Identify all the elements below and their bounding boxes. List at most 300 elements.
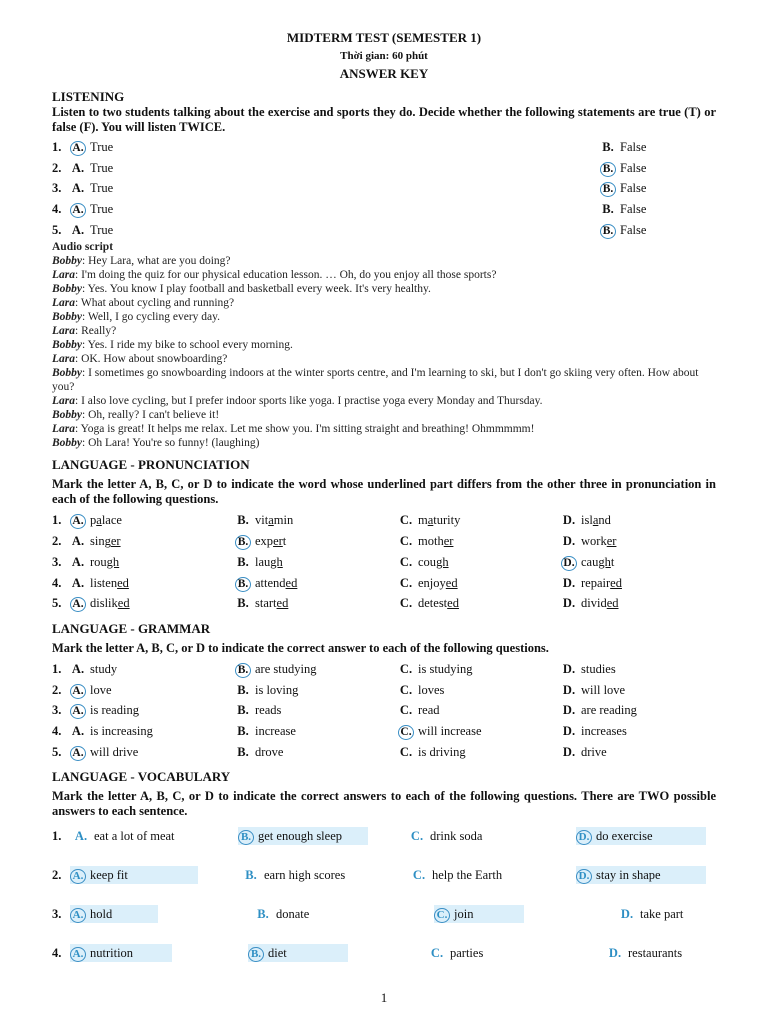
answer-option xyxy=(235,700,281,720)
option-text: True xyxy=(90,202,114,217)
script-text: : Well, I go cycling every day. xyxy=(82,311,221,324)
script-text: : Really? xyxy=(75,325,117,338)
answer-option xyxy=(254,905,309,923)
answer-option xyxy=(235,573,297,593)
answer-option xyxy=(561,659,616,679)
correct-answer-circle: A. xyxy=(70,203,86,218)
answer-option xyxy=(70,721,153,741)
option-text: will drive xyxy=(90,744,139,759)
option-letter: B. xyxy=(237,596,249,611)
speaker-name: Lara xyxy=(52,353,75,366)
option-text: parties xyxy=(450,946,484,961)
answer-option xyxy=(235,593,288,613)
answer-option xyxy=(600,158,646,178)
listening-row xyxy=(52,158,716,179)
script-text: : I also love cycling, but I prefer indoor sports like yoga. I practise yoga every Monday and Thursday. xyxy=(75,395,543,408)
option-word: laugh xyxy=(255,554,283,569)
option-text: studies xyxy=(581,661,616,676)
answer-option xyxy=(70,531,121,551)
speaker-name: Bobby xyxy=(52,437,83,450)
option-letter: C. xyxy=(399,682,413,697)
answer-option xyxy=(561,680,625,700)
option-letter: B. xyxy=(257,907,269,922)
option-word: cough xyxy=(418,554,449,569)
grammar-row xyxy=(52,680,716,701)
option-letter: B. xyxy=(237,513,249,528)
underlined-part: ed xyxy=(117,596,130,611)
option-word: repaired xyxy=(581,575,622,590)
answer-option xyxy=(398,659,473,679)
question-number: 4. xyxy=(52,202,62,217)
option-letter: B. xyxy=(602,140,614,154)
answer-option xyxy=(561,742,607,762)
correct-answer-circle: A. xyxy=(70,869,86,884)
option-letter: D. xyxy=(562,682,576,697)
script-text: : OK. How about snowboarding? xyxy=(75,353,228,366)
option-letter: C. xyxy=(399,596,413,611)
answer-option xyxy=(235,680,298,700)
script-text: : Yes. You know I play football and basketball every week. It's very healthy. xyxy=(82,283,431,296)
option-text: are studying xyxy=(255,661,317,676)
answer-option xyxy=(398,721,482,741)
option-text: is loving xyxy=(255,682,299,697)
underlined-part: ed xyxy=(276,596,289,611)
answer-option xyxy=(398,510,460,530)
pronunciation-row xyxy=(52,531,716,552)
script-text: : I'm doing the quiz for our physical education lesson. … Oh, do you enjoy all those sports? xyxy=(75,269,497,282)
option-text: study xyxy=(90,661,118,676)
option-word: maturity xyxy=(418,513,461,528)
option-letter: B. xyxy=(245,868,257,883)
answer-option xyxy=(235,531,286,551)
answer-option xyxy=(70,573,129,593)
speaker-name: Bobby xyxy=(52,311,83,324)
script-line xyxy=(52,282,716,296)
question-number: 1. xyxy=(52,661,62,676)
answer-option xyxy=(600,137,646,157)
option-text: love xyxy=(90,682,112,697)
answer-option xyxy=(428,944,483,962)
answer-option xyxy=(561,721,627,741)
option-letter: A. xyxy=(71,181,85,196)
question-number: 5. xyxy=(52,744,62,759)
listening-items xyxy=(52,137,716,240)
option-word: worker xyxy=(581,534,617,549)
option-text: diet xyxy=(268,946,287,961)
underlined-part: er xyxy=(110,534,121,549)
underlined-part: a xyxy=(96,513,102,528)
correct-answer-option xyxy=(70,866,198,884)
question-number: 4. xyxy=(52,946,62,961)
option-text: help the Earth xyxy=(432,868,503,883)
option-text: reads xyxy=(255,703,282,718)
speaker-name: Bobby xyxy=(52,339,83,352)
option-text: get enough sleep xyxy=(258,829,343,844)
answer-option xyxy=(70,593,130,613)
option-letter: B. xyxy=(237,723,249,738)
correct-answer-circle: D. xyxy=(576,830,592,845)
option-text: restaurants xyxy=(628,946,683,961)
option-word: singer xyxy=(90,534,121,549)
option-word: detested xyxy=(418,596,459,611)
correct-answer-circle: B. xyxy=(235,663,251,678)
test-time: Thời gian: 60 phút xyxy=(340,50,428,62)
option-letter: D. xyxy=(562,661,576,676)
option-letter: B. xyxy=(237,703,249,718)
answer-option xyxy=(618,905,683,923)
answer-option xyxy=(398,552,449,572)
script-line xyxy=(52,310,716,324)
answer-option xyxy=(600,178,646,198)
script-text: : Oh Lara! You're so funny! (laughing) xyxy=(82,437,260,450)
option-letter: C. xyxy=(412,868,426,883)
question-number: 2. xyxy=(52,534,62,549)
speaker-name: Bobby xyxy=(52,409,83,422)
question-number: 2. xyxy=(52,868,62,883)
answer-option xyxy=(70,552,119,572)
vocabulary-row xyxy=(52,901,716,940)
script-line xyxy=(52,436,716,450)
question-number: 1. xyxy=(52,513,62,528)
speaker-name: Lara xyxy=(52,297,75,310)
option-word: palace xyxy=(90,513,122,528)
option-letter: C. xyxy=(399,703,413,718)
correct-answer-circle: D. xyxy=(561,556,577,571)
option-text: False xyxy=(620,222,647,237)
answer-option xyxy=(70,178,113,198)
option-text: is driving xyxy=(418,744,466,759)
answer-option xyxy=(398,573,458,593)
question-number: 3. xyxy=(52,703,62,718)
option-text: join xyxy=(454,907,474,922)
listening-row xyxy=(52,220,716,241)
question-number: 3. xyxy=(52,907,62,922)
correct-answer-option xyxy=(576,866,706,884)
option-text: earn high scores xyxy=(264,868,346,883)
speaker-name: Bobby xyxy=(52,255,83,268)
correct-answer-option xyxy=(434,905,524,923)
option-letter: D. xyxy=(562,703,576,718)
question-number: 5. xyxy=(52,596,62,611)
correct-answer-circle: B. xyxy=(238,830,254,845)
answer-option xyxy=(408,827,482,845)
script-line xyxy=(52,296,716,310)
correct-answer-circle: A. xyxy=(70,746,86,761)
speaker-name: Lara xyxy=(52,269,75,282)
answer-option xyxy=(235,659,316,679)
answer-option xyxy=(398,742,466,762)
script-line xyxy=(52,338,716,352)
answer-option xyxy=(72,827,175,845)
answer-option xyxy=(561,510,611,530)
answer-option xyxy=(561,700,637,720)
option-text: drink soda xyxy=(430,829,483,844)
option-word: rough xyxy=(90,554,120,569)
option-text: read xyxy=(418,703,440,718)
correct-answer-circle: C. xyxy=(398,725,414,740)
underlined-part: ed xyxy=(285,575,298,590)
correct-answer-circle: B. xyxy=(235,577,251,592)
grammar-heading: LANGUAGE - GRAMMAR xyxy=(52,620,211,636)
script-line xyxy=(52,408,716,422)
option-text: drive xyxy=(581,744,607,759)
option-letter: D. xyxy=(562,744,576,759)
underlined-part: a xyxy=(268,513,274,528)
option-word: vitamin xyxy=(255,513,294,528)
question-number: 5. xyxy=(52,222,62,237)
pronunciation-heading: LANGUAGE - PRONUNCIATION xyxy=(52,457,250,473)
option-letter: D. xyxy=(562,596,576,611)
correct-answer-circle: B. xyxy=(235,535,251,550)
underlined-part: ed xyxy=(117,575,129,590)
question-number: 4. xyxy=(52,575,62,590)
script-text: : What about cycling and running? xyxy=(75,297,235,310)
correct-answer-circle: A. xyxy=(70,597,86,612)
speaker-name: Bobby xyxy=(52,367,83,380)
correct-answer-circle: A. xyxy=(70,704,86,719)
option-text: drove xyxy=(255,744,284,759)
answer-option xyxy=(70,510,122,530)
option-text: stay in shape xyxy=(596,868,661,883)
option-letter: A. xyxy=(71,160,85,175)
option-text: False xyxy=(620,140,647,154)
answer-option xyxy=(70,742,138,762)
answer-key-page xyxy=(52,30,716,979)
answer-option xyxy=(70,659,117,679)
answer-option xyxy=(235,742,283,762)
option-text: True xyxy=(90,140,114,154)
correct-answer-option xyxy=(70,944,172,962)
option-letter: A. xyxy=(71,575,85,590)
correct-answer-circle: D. xyxy=(576,869,592,884)
script-text: : Hey Lara, what are you doing? xyxy=(82,255,231,268)
test-title: MIDTERM TEST (SEMESTER 1) xyxy=(286,30,482,45)
question-number: 2. xyxy=(52,160,62,175)
script-line xyxy=(52,366,716,394)
answer-option xyxy=(235,510,293,530)
option-text: True xyxy=(90,222,114,237)
grammar-row xyxy=(52,742,716,763)
grammar-row xyxy=(52,721,716,742)
option-word: listened xyxy=(90,575,129,590)
option-letter: D. xyxy=(562,723,576,738)
pronunciation-row xyxy=(52,510,716,531)
option-text: hold xyxy=(90,907,113,922)
answer-option xyxy=(600,220,646,240)
option-letter: C. xyxy=(410,829,424,844)
option-letter: A. xyxy=(71,222,85,237)
underlined-part: gh xyxy=(270,554,283,569)
option-text: False xyxy=(620,160,647,175)
answer-option xyxy=(70,220,113,240)
option-text: is reading xyxy=(90,703,139,718)
question-number: 4. xyxy=(52,723,62,738)
option-letter: C. xyxy=(399,554,413,569)
answer-option xyxy=(70,199,113,219)
underlined-part: er xyxy=(606,534,617,549)
option-text: False xyxy=(620,181,647,196)
option-text: False xyxy=(620,202,647,217)
option-letter: C. xyxy=(399,744,413,759)
script-text: : Oh, really? I can't believe it! xyxy=(82,409,220,422)
grammar-items xyxy=(52,659,716,762)
listening-row xyxy=(52,178,716,199)
vocabulary-instruction: Mark the letter A, B, C, or D to indicate the correct answers to each of the following questions. There are TWO possible answers to each sentence. xyxy=(52,789,716,819)
script-text: : I sometimes go snowboarding indoors at the winter sports centre, and I'm learning to ski, but I don't go skiing very often. How about you? xyxy=(52,367,699,394)
pronunciation-instruction: Mark the letter A, B, C, or D to indicate the word whose underlined part differs from the other three in pronunciation in each of the following questions. xyxy=(52,477,716,507)
vocabulary-row xyxy=(52,823,716,862)
option-letter: C. xyxy=(399,575,413,590)
option-word: expert xyxy=(255,534,287,549)
option-text: eat a lot of meat xyxy=(94,829,175,844)
option-text: take part xyxy=(640,907,684,922)
script-line xyxy=(52,324,716,338)
script-line xyxy=(52,268,716,282)
underlined-part: ed xyxy=(447,596,459,611)
listening-heading: LISTENING xyxy=(52,89,125,104)
speaker-name: Lara xyxy=(52,423,75,436)
correct-answer-circle: A. xyxy=(70,908,86,923)
script-line xyxy=(52,352,716,366)
correct-answer-circle: C. xyxy=(434,908,450,923)
underlined-part: gh xyxy=(598,554,611,569)
option-letter: B. xyxy=(237,554,249,569)
option-text: will love xyxy=(581,682,626,697)
option-text: increase xyxy=(255,723,296,738)
option-letter: A. xyxy=(71,554,85,569)
option-word: divided xyxy=(581,596,619,611)
pronunciation-items xyxy=(52,510,716,613)
answer-option xyxy=(398,531,453,551)
script-text: : Yes. I ride my bike to school every morning. xyxy=(82,339,293,352)
option-letter: D. xyxy=(562,513,576,528)
correct-answer-circle: B. xyxy=(600,224,616,239)
option-letter: A. xyxy=(74,829,88,844)
correct-answer-circle: A. xyxy=(70,141,86,156)
option-word: mother xyxy=(418,534,454,549)
underlined-part: gh xyxy=(106,554,120,569)
audio-script-heading: Audio script xyxy=(52,241,114,254)
pronunciation-row xyxy=(52,573,716,594)
underlined-part: er xyxy=(443,534,454,549)
answer-option xyxy=(242,866,345,884)
underlined-part: ed xyxy=(445,575,458,590)
listening-row xyxy=(52,137,716,158)
answer-option xyxy=(70,700,139,720)
answer-option xyxy=(235,552,283,572)
speaker-name: Lara xyxy=(52,325,75,338)
script-line xyxy=(52,254,716,268)
option-text: True xyxy=(90,160,114,175)
answer-option xyxy=(70,680,112,700)
option-word: enjoyed xyxy=(418,575,458,590)
page-number: 1 xyxy=(380,990,388,1005)
underlined-part: a xyxy=(427,513,434,528)
underlined-part: er xyxy=(273,534,283,549)
option-letter: A. xyxy=(71,661,85,676)
option-text: is studying xyxy=(418,661,473,676)
option-letter: C. xyxy=(430,946,444,961)
pronunciation-row xyxy=(52,552,716,573)
correct-answer-option xyxy=(576,827,706,845)
vocabulary-row xyxy=(52,862,716,901)
grammar-row xyxy=(52,659,716,680)
grammar-instruction: Mark the letter A, B, C, or D to indicate the correct answer to each of the following questions. xyxy=(52,640,549,655)
correct-answer-option xyxy=(238,827,368,845)
speaker-name: Lara xyxy=(52,395,75,408)
option-word: attended xyxy=(255,575,298,590)
script-text: : Yoga is great! It helps me relax. Let me show you. I'm sitting straight and breathing! Ohmmmmm! xyxy=(75,423,535,436)
option-text: increases xyxy=(581,723,627,738)
answer-option xyxy=(561,593,619,613)
question-number: 3. xyxy=(52,554,62,569)
option-text: are reading xyxy=(581,703,637,718)
speaker-name: Bobby xyxy=(52,283,83,296)
option-word: started xyxy=(255,596,289,611)
answer-option xyxy=(606,944,682,962)
answer-option xyxy=(561,552,614,572)
pronunciation-row xyxy=(52,593,716,614)
answer-option xyxy=(398,700,440,720)
correct-answer-circle: B. xyxy=(248,947,264,962)
answer-option xyxy=(70,158,113,178)
question-number: 2. xyxy=(52,682,62,697)
option-letter: D. xyxy=(608,946,622,961)
underlined-part: gh xyxy=(436,554,449,569)
vocabulary-items xyxy=(52,823,716,979)
listening-instruction: Listen to two students talking about the exercise and sports they do. Decide whether the following statements are true (T) or false (F). You will listen TWICE. xyxy=(52,105,716,134)
option-letter: B. xyxy=(237,682,249,697)
option-text: is increasing xyxy=(90,723,153,738)
vocabulary-heading: LANGUAGE - VOCABULARY xyxy=(52,769,231,785)
option-text: True xyxy=(90,181,114,196)
correct-answer-circle: A. xyxy=(70,684,86,699)
option-text: loves xyxy=(418,682,445,697)
option-letter: C. xyxy=(399,513,413,528)
option-letter: A. xyxy=(71,534,85,549)
question-number: 3. xyxy=(52,181,62,196)
answer-option xyxy=(600,199,646,219)
question-number: 1. xyxy=(52,140,62,154)
script-line xyxy=(52,394,716,408)
option-letter: C. xyxy=(399,534,413,549)
question-number: 1. xyxy=(52,829,62,844)
option-letter: B. xyxy=(602,202,614,217)
listening-row xyxy=(52,199,716,220)
option-word: island xyxy=(581,513,611,528)
underlined-part: a xyxy=(592,513,599,528)
answer-option xyxy=(398,593,459,613)
correct-answer-circle: B. xyxy=(600,182,616,197)
option-letter: A. xyxy=(71,723,85,738)
correct-answer-circle: B. xyxy=(600,162,616,177)
option-text: nutrition xyxy=(90,946,134,961)
correct-answer-option xyxy=(70,905,158,923)
option-text: do exercise xyxy=(596,829,653,844)
answer-option xyxy=(561,531,616,551)
option-letter: D. xyxy=(562,534,576,549)
answer-option xyxy=(398,680,444,700)
answer-option xyxy=(70,137,113,157)
answer-option xyxy=(410,866,502,884)
underlined-part: ed xyxy=(610,575,622,590)
option-text: donate xyxy=(276,907,310,922)
option-letter: C. xyxy=(399,661,413,676)
option-text: will increase xyxy=(418,723,482,738)
underlined-part: ed xyxy=(606,596,619,611)
answer-option xyxy=(235,721,296,741)
option-letter: B. xyxy=(237,744,249,759)
